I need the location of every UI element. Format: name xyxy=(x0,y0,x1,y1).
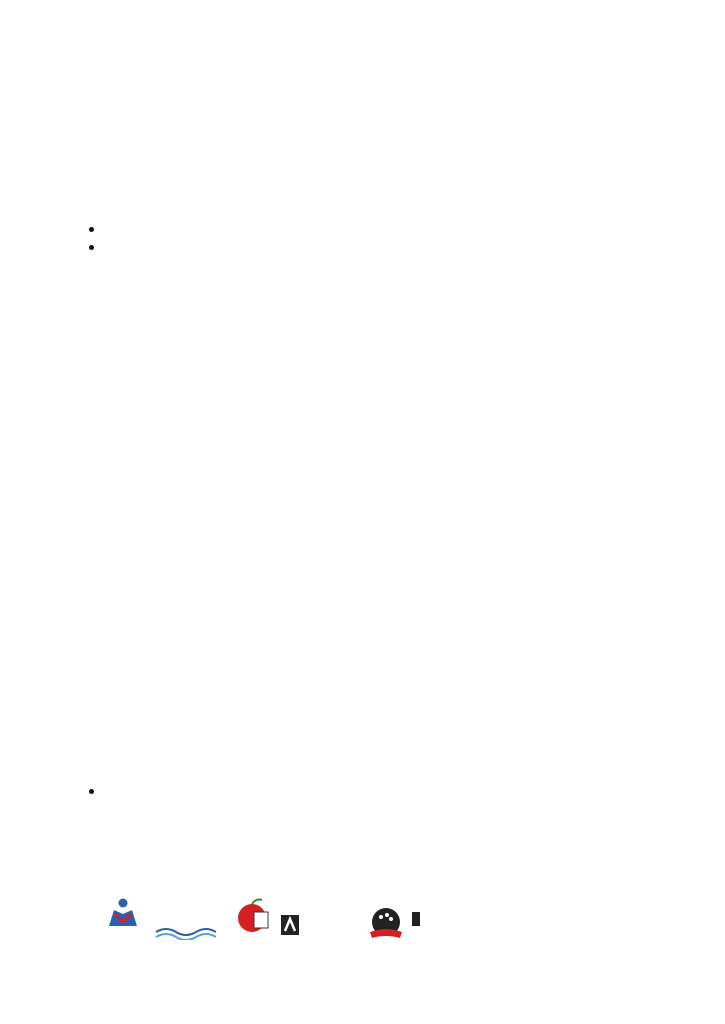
bullet-icon xyxy=(89,789,94,794)
forma-badge-icon xyxy=(280,914,300,936)
patronat-emblem-icon xyxy=(104,898,142,928)
patronat-logo xyxy=(104,898,142,944)
bullet-icon xyxy=(89,245,94,250)
apple-icon xyxy=(234,898,274,934)
bowling-logo xyxy=(368,906,404,942)
bullet-icon xyxy=(89,227,94,232)
zespol-szkol-logo xyxy=(234,898,274,944)
reklama-logo xyxy=(412,912,476,942)
zos-waves-icon xyxy=(154,910,216,940)
miasto-logo xyxy=(494,916,574,944)
reklama-mark-icon xyxy=(412,912,420,926)
zos-logo xyxy=(154,910,216,940)
sponsor-logos xyxy=(104,898,584,948)
bowling-ball-icon xyxy=(368,906,404,942)
forma-logo xyxy=(280,912,362,944)
